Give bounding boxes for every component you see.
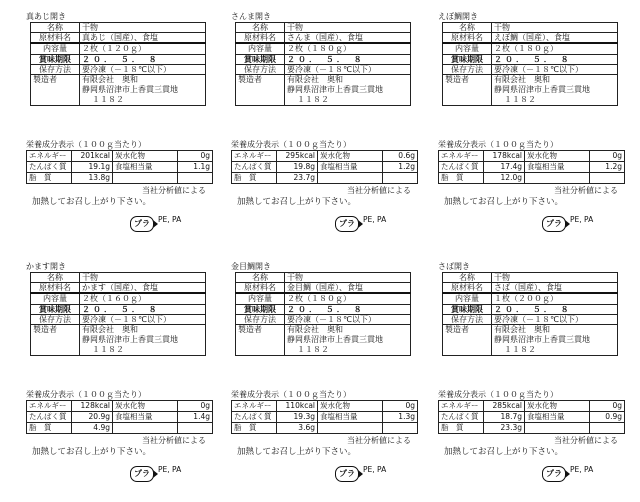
carb-key: 炭水化物 [113,401,178,412]
storage-key: 保存方法 [31,314,80,324]
nutrition-row [232,423,418,434]
quantity-row [236,293,411,304]
fat-key: 脂 質 [232,173,277,184]
energy-value: 110kcal [277,401,318,412]
ingredients-row [236,283,411,294]
manufacturer-key: 製造者 [236,324,285,355]
nutrition-row [232,151,418,162]
manufacturer-key: 製造者 [31,74,80,105]
name-value: 干物 [80,23,206,33]
empty-cell [525,423,590,434]
protein-key: たんぱく質 [439,412,484,423]
manufacturer-key: 製造者 [236,74,285,105]
manufacturer-address: 静岡県沼津市上香貫三貫地 [82,334,178,344]
fat-key: 脂 質 [27,173,72,184]
energy-value: 128kcal [72,401,113,412]
nutrition-table [438,400,625,434]
manufacturer-name: 有限会社 奥和 [287,74,343,84]
empty-cell [590,173,625,184]
storage-key: 保存方法 [443,314,492,324]
name-row [31,23,206,33]
energy-key: エネルギー [27,151,72,162]
ingredients-row [31,283,206,294]
expiry-key: 賞味期限 [236,304,285,314]
heating-instruction: 加熱してお召し上がり下さい。 [237,447,357,457]
salt-value: 1.1g [178,162,213,173]
heating-instruction: 加熱してお召し上がり下さい。 [444,197,564,207]
nutrition-row [439,401,625,412]
manufacturer-number: １１８２ [92,344,124,354]
fat-value: 4.9g [72,423,113,434]
ingredients-key: 原材料名 [236,283,285,294]
nutrition-table [231,400,418,434]
fat-key: 脂 質 [27,423,72,434]
nutrition-row [232,401,418,412]
ingredients-key: 原材料名 [31,283,80,294]
manufacturer-number: １１８２ [504,94,536,104]
analysis-note: 当社分析値による [347,186,411,195]
nutrition-row [439,423,625,434]
nutrition-table [231,150,418,184]
quantity-row [443,293,618,304]
name-key: 名称 [31,273,80,283]
label-title: さんま開き [231,12,271,21]
carb-value: 0g [590,151,625,162]
salt-value: 0.9g [590,412,625,423]
product-label [432,12,622,252]
manufacturer-address: 静岡県沼津市上香貫三貫地 [494,334,590,344]
quantity-key: 内容量 [236,43,285,54]
manufacturer-row [443,74,618,105]
quantity-value: １枚（２００ｇ） [492,293,618,304]
plastic-recycle-icon: プラ [542,216,566,232]
energy-key: エネルギー [232,401,277,412]
empty-cell [178,423,213,434]
name-value: 干物 [285,273,411,283]
storage-value: 要冷凍（－１８℃以下） [80,64,206,74]
name-key: 名称 [443,23,492,33]
quantity-value: ２枚（１８０ｇ） [285,43,411,54]
label-title: さば開き [438,262,470,271]
nutrition-row [27,412,213,423]
name-row [236,23,411,33]
fat-value: 23.7g [277,173,318,184]
carb-value: 0g [178,151,213,162]
ingredients-value: さんま（国産）、食塩 [285,33,411,44]
expiry-value: ２０． ５． ８ [492,54,618,64]
nutrition-table [438,150,625,184]
manufacturer-value [285,324,411,355]
manufacturer-key: 製造者 [443,74,492,105]
storage-row [443,314,618,324]
protein-key: たんぱく質 [232,412,277,423]
nutrition-row [232,162,418,173]
nutrition-row [27,423,213,434]
storage-value: 要冷凍（－１８℃以下） [492,64,618,74]
manufacturer-row [31,74,206,105]
energy-value: 295kcal [277,151,318,162]
heating-instruction: 加熱してお召し上がり下さい。 [237,197,357,207]
expiry-key: 賞味期限 [31,304,80,314]
spec-table [442,22,618,106]
energy-key: エネルギー [232,151,277,162]
manufacturer-address: 静岡県沼津市上香貫三貫地 [82,84,178,94]
salt-value: 1.2g [590,162,625,173]
name-value: 干物 [285,23,411,33]
manufacturer-key: 製造者 [443,324,492,355]
salt-key: 食塩相当量 [113,162,178,173]
quantity-key: 内容量 [31,293,80,304]
product-label [225,262,415,502]
ingredients-row [443,283,618,294]
storage-row [236,64,411,74]
manufacturer-key: 製造者 [31,324,80,355]
nutrition-row [439,162,625,173]
storage-row [31,314,206,324]
manufacturer-value [492,324,618,355]
manufacturer-row [236,74,411,105]
manufacturer-row [443,324,618,355]
nutrition-title: 栄養成分表示（１００ｇ当たり） [26,390,146,399]
spec-table [442,272,618,356]
protein-key: たんぱく質 [27,412,72,423]
storage-key: 保存方法 [31,64,80,74]
protein-value: 17.4g [484,162,525,173]
ingredients-value: さば（国産）、食塩 [492,283,618,294]
name-key: 名称 [236,23,285,33]
ingredients-value: えぼ鯛（国産）、食塩 [492,33,618,44]
expiry-row [236,54,411,64]
empty-cell [318,173,383,184]
label-title: 真あじ開き [26,12,66,21]
expiry-row [31,304,206,314]
spec-table [30,22,206,106]
storage-row [236,314,411,324]
nutrition-title: 栄養成分表示（１００ｇ当たり） [231,390,351,399]
protein-value: 20.9g [72,412,113,423]
nutrition-row [27,162,213,173]
empty-cell [383,423,418,434]
expiry-key: 賞味期限 [443,54,492,64]
label-title: かます開き [26,262,66,271]
fat-value: 13.8g [72,173,113,184]
name-key: 名称 [236,273,285,283]
plastic-recycle-icon: プラ [335,466,359,482]
protein-value: 19.3g [277,412,318,423]
recycle-material: PE, PA [570,465,594,474]
ingredients-row [443,33,618,44]
manufacturer-number: １１８２ [92,94,124,104]
quantity-row [443,43,618,54]
name-row [236,273,411,283]
salt-value: 1.3g [383,412,418,423]
protein-value: 18.7g [484,412,525,423]
storage-row [443,64,618,74]
salt-value: 1.2g [383,162,418,173]
ingredients-key: 原材料名 [31,33,80,44]
nutrition-title: 栄養成分表示（１００ｇ当たり） [438,140,558,149]
expiry-row [236,304,411,314]
nutrition-row [232,412,418,423]
product-label [225,12,415,252]
analysis-note: 当社分析値による [347,436,411,445]
protein-value: 19.1g [72,162,113,173]
expiry-key: 賞味期限 [31,54,80,64]
manufacturer-address: 静岡県沼津市上香貫三貫地 [287,84,383,94]
storage-value: 要冷凍（－１８℃以下） [285,314,411,324]
plastic-recycle-icon: プラ [130,466,154,482]
carb-key: 炭水化物 [525,151,590,162]
manufacturer-row [236,324,411,355]
quantity-key: 内容量 [31,43,80,54]
product-label [20,12,210,252]
manufacturer-number: １１８２ [297,344,329,354]
nutrition-row [439,151,625,162]
manufacturer-name: 有限会社 奥和 [82,324,138,334]
fat-key: 脂 質 [439,423,484,434]
manufacturer-name: 有限会社 奥和 [287,324,343,334]
name-key: 名称 [31,23,80,33]
nutrition-row [27,173,213,184]
manufacturer-value [80,324,206,355]
recycle-material: PE, PA [570,215,594,224]
nutrition-row [27,401,213,412]
name-row [31,273,206,283]
nutrition-row [439,412,625,423]
plastic-recycle-icon: プラ [542,466,566,482]
salt-key: 食塩相当量 [318,412,383,423]
analysis-note: 当社分析値による [554,186,618,195]
empty-cell [383,173,418,184]
protein-key: たんぱく質 [232,162,277,173]
nutrition-title: 栄養成分表示（１００ｇ当たり） [438,390,558,399]
energy-value: 285kcal [484,401,525,412]
salt-key: 食塩相当量 [525,412,590,423]
heating-instruction: 加熱してお召し上がり下さい。 [32,197,152,207]
nutrition-row [439,173,625,184]
fat-key: 脂 質 [232,423,277,434]
manufacturer-row [31,324,206,355]
expiry-key: 賞味期限 [236,54,285,64]
name-value: 干物 [492,23,618,33]
manufacturer-number: １１８２ [504,344,536,354]
expiry-row [443,54,618,64]
manufacturer-value [492,74,618,105]
nutrition-table [26,150,213,184]
nutrition-row [27,151,213,162]
quantity-value: ２枚（１８０ｇ） [285,293,411,304]
storage-value: 要冷凍（－１８℃以下） [285,64,411,74]
ingredients-key: 原材料名 [443,283,492,294]
expiry-row [31,54,206,64]
expiry-value: ２０． ５． ８ [492,304,618,314]
empty-cell [318,423,383,434]
manufacturer-name: 有限会社 奥和 [494,324,550,334]
empty-cell [590,423,625,434]
ingredients-row [236,33,411,44]
protein-value: 19.8g [277,162,318,173]
quantity-row [236,43,411,54]
label-title: 金目鯛開き [231,262,271,271]
storage-key: 保存方法 [236,314,285,324]
fat-key: 脂 質 [439,173,484,184]
empty-cell [525,173,590,184]
expiry-key: 賞味期限 [443,304,492,314]
storage-value: 要冷凍（－１８℃以下） [80,314,206,324]
quantity-value: ２枚（１８０ｇ） [492,43,618,54]
expiry-value: ２０． ５． ８ [80,54,206,64]
product-label [20,262,210,502]
ingredients-row [31,33,206,44]
expiry-value: ２０． ５． ８ [80,304,206,314]
name-value: 干物 [492,273,618,283]
carb-value: 0g [383,401,418,412]
name-value: 干物 [80,273,206,283]
product-label [432,262,622,502]
protein-key: たんぱく質 [27,162,72,173]
quantity-value: ２枚（１６０ｇ） [80,293,206,304]
manufacturer-value [80,74,206,105]
carb-value: 0g [590,401,625,412]
nutrition-row [232,173,418,184]
recycle-material: PE, PA [363,465,387,474]
salt-key: 食塩相当量 [318,162,383,173]
manufacturer-value [285,74,411,105]
salt-key: 食塩相当量 [113,412,178,423]
manufacturer-name: 有限会社 奥和 [494,74,550,84]
analysis-note: 当社分析値による [142,436,206,445]
spec-table [30,272,206,356]
storage-row [31,64,206,74]
carb-key: 炭水化物 [318,401,383,412]
manufacturer-number: １１８２ [297,94,329,104]
carb-value: 0g [178,401,213,412]
plastic-recycle-icon: プラ [130,216,154,232]
name-key: 名称 [443,273,492,283]
salt-value: 1.4g [178,412,213,423]
energy-value: 201kcal [72,151,113,162]
recycle-material: PE, PA [158,215,182,224]
plastic-recycle-icon: プラ [335,216,359,232]
quantity-key: 内容量 [236,293,285,304]
recycle-material: PE, PA [158,465,182,474]
energy-key: エネルギー [439,151,484,162]
carb-value: 0.6g [383,151,418,162]
ingredients-key: 原材料名 [443,33,492,44]
spec-table [235,272,411,356]
expiry-value: ２０． ５． ８ [285,54,411,64]
empty-cell [113,173,178,184]
quantity-value: ２枚（１２０ｇ） [80,43,206,54]
nutrition-title: 栄養成分表示（１００ｇ当たり） [26,140,146,149]
carb-key: 炭水化物 [113,151,178,162]
analysis-note: 当社分析値による [142,186,206,195]
spec-table [235,22,411,106]
quantity-key: 内容量 [443,43,492,54]
protein-key: たんぱく質 [439,162,484,173]
energy-key: エネルギー [439,401,484,412]
nutrition-title: 栄養成分表示（１００ｇ当たり） [231,140,351,149]
storage-value: 要冷凍（－１８℃以下） [492,314,618,324]
name-row [443,273,618,283]
ingredients-key: 原材料名 [236,33,285,44]
ingredients-value: かます（国産）、食塩 [80,283,206,294]
name-row [443,23,618,33]
manufacturer-address: 静岡県沼津市上香貫三貫地 [494,84,590,94]
fat-value: 23.3g [484,423,525,434]
empty-cell [113,423,178,434]
nutrition-table [26,400,213,434]
ingredients-value: 金目鯛（国産）、食塩 [285,283,411,294]
heating-instruction: 加熱してお召し上がり下さい。 [444,447,564,457]
manufacturer-name: 有限会社 奥和 [82,74,138,84]
carb-key: 炭水化物 [318,151,383,162]
salt-key: 食塩相当量 [525,162,590,173]
quantity-row [31,293,206,304]
fat-value: 3.6g [277,423,318,434]
recycle-material: PE, PA [363,215,387,224]
expiry-row [443,304,618,314]
energy-value: 178kcal [484,151,525,162]
expiry-value: ２０． ５． ８ [285,304,411,314]
storage-key: 保存方法 [443,64,492,74]
quantity-key: 内容量 [443,293,492,304]
label-title: えぼ鯛開き [438,12,478,21]
analysis-note: 当社分析値による [554,436,618,445]
storage-key: 保存方法 [236,64,285,74]
heating-instruction: 加熱してお召し上がり下さい。 [32,447,152,457]
empty-cell [178,173,213,184]
fat-value: 12.0g [484,173,525,184]
manufacturer-address: 静岡県沼津市上香貫三貫地 [287,334,383,344]
carb-key: 炭水化物 [525,401,590,412]
energy-key: エネルギー [27,401,72,412]
ingredients-value: 真あじ（国産）、食塩 [80,33,206,44]
quantity-row [31,43,206,54]
